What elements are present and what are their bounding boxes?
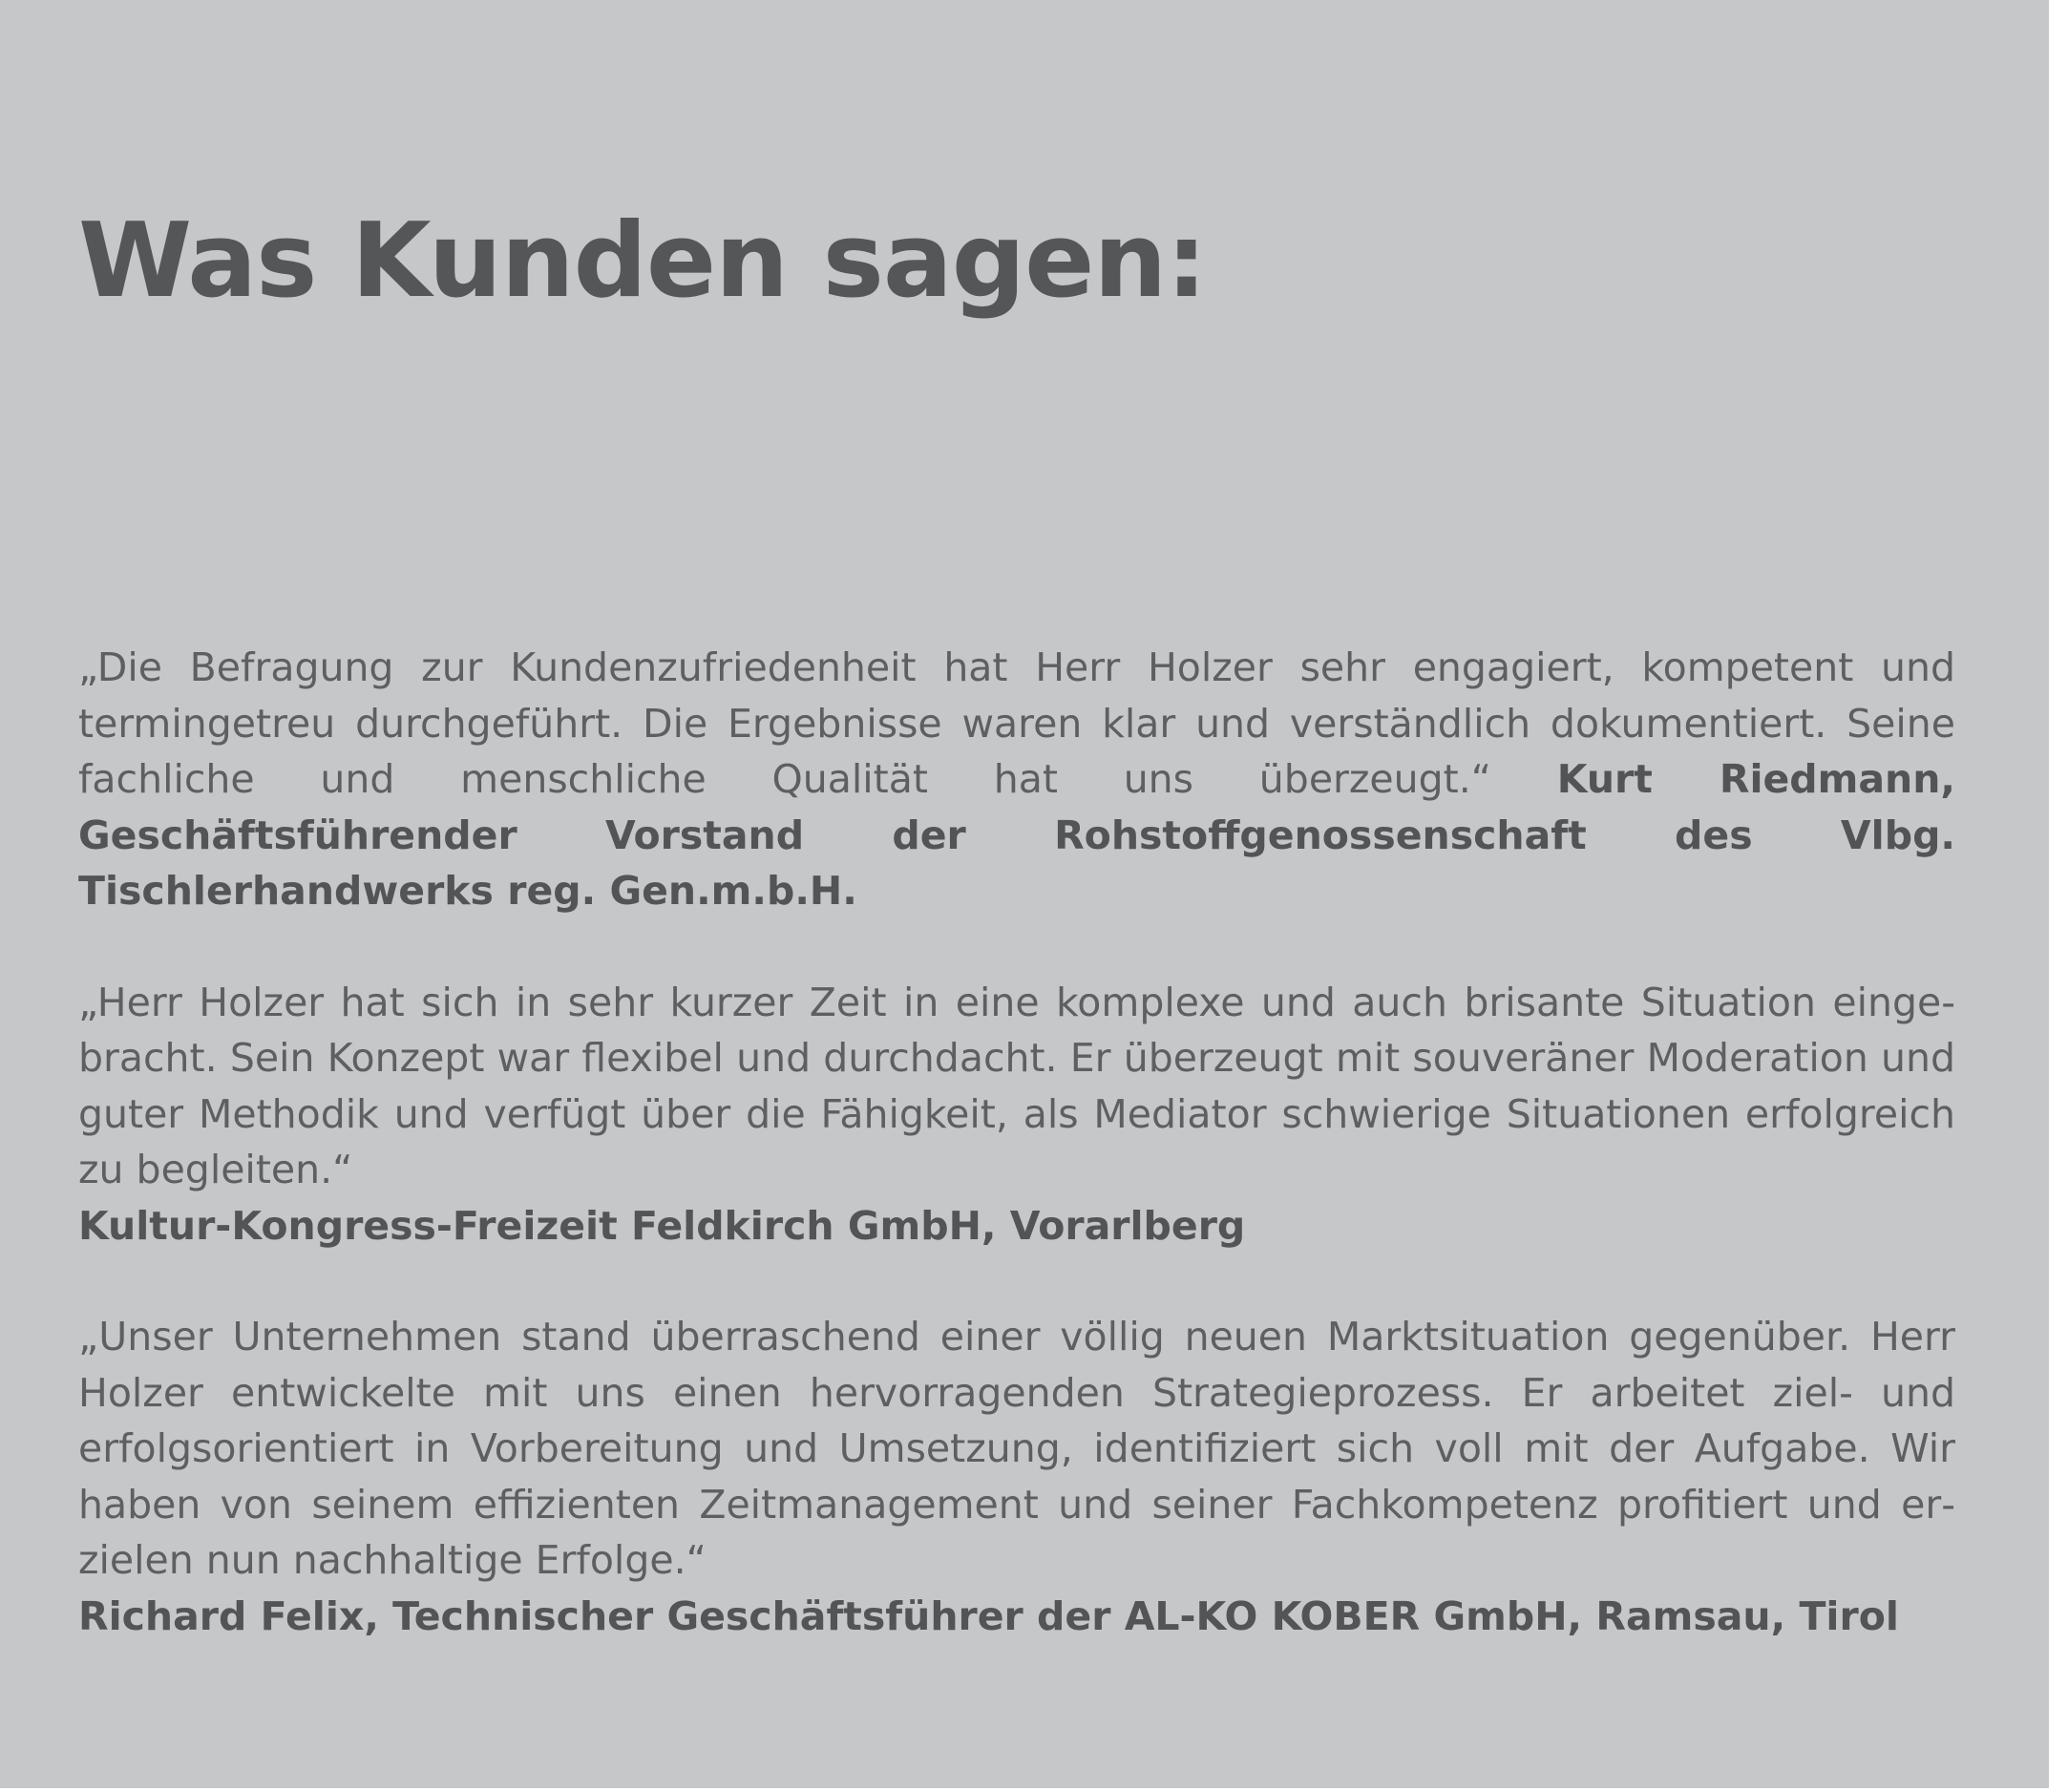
testimonial-author: Kurt Riedmann, Geschäftsführender Vorstand der Rohstoffgenossenschaft des Vlbg. Tischlerhandwerks reg. Gen.m.b.H. (78, 756, 1955, 914)
testimonial-quote: „Die Befragung zur Kundenzufriedenheit hat Herr Holzer sehr engagiert, kompetent und termingetreu durchgeführt. Die Ergebnisse waren klar und verständlich dokumentiert. Seine fachliche und menschliche Qualität hat uns überzeugt.“ (78, 644, 1955, 802)
testimonial (78, 975, 1955, 1254)
testimonial-author: Richard Felix, Technischer Geschäftsführer der AL-KO KOBER GmbH, Ramsau, Tirol (78, 1592, 1899, 1639)
testimonial-author: Kultur-Kongress-Freizeit Feldkirch GmbH, Vorarlberg (78, 1202, 1246, 1249)
testimonial-quote: „Herr Holzer hat sich in sehr kurzer Zeit in eine komplexe und auch brisante Situation eingebracht. Sein Konzept war flexibel und durchdacht. Er überzeugt mit souveräner Moderation und guter Methodik und verfügt über die Fähigkeit, als Mediator schwierige Situationen erfolgreich zu begleiten.“ (78, 979, 1955, 1192)
testimonials-list (78, 640, 1955, 1644)
page-title: Was Kunden sagen: (78, 201, 1207, 321)
testimonial-quote: „Unser Unternehmen stand überraschend einer völlig neuen Marktsituation gegenüber. Herr Holzer entwickelte mit uns einen hervorragenden Strategieprozess. Er arbeitet ziel- und erfolgsorientiert in Vorbereitung und Umsetzung, identifiziert sich voll mit der Aufgabe. Wir haben von seinem effizienten Zeitmanagement und seiner Fachkompetenz profitiert und erzielen nun nachhaltige Erfolge.“ (78, 1314, 1955, 1583)
testimonial (78, 1309, 1955, 1644)
testimonial (78, 640, 1955, 919)
